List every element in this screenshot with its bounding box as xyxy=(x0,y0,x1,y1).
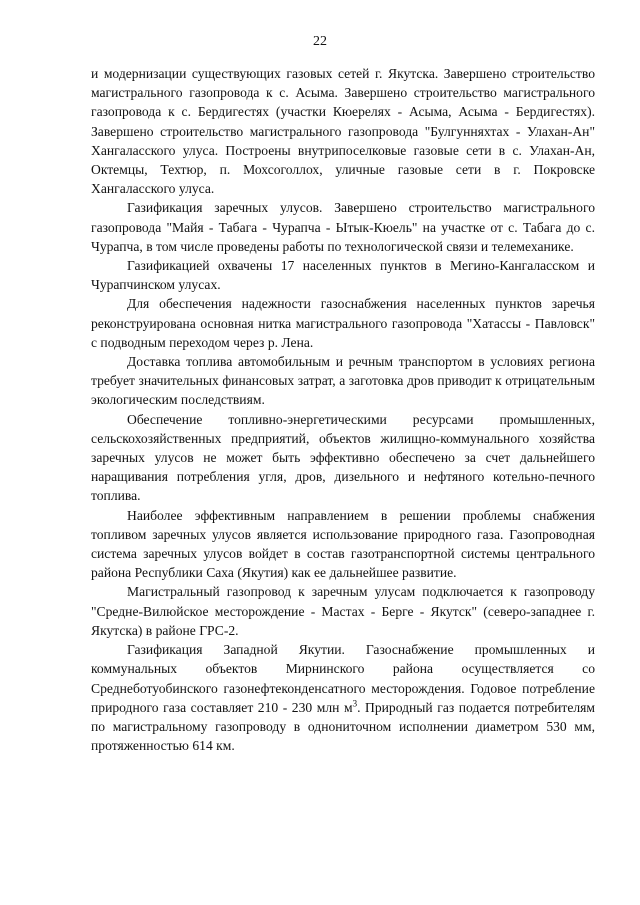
superscript-cubic: 3 xyxy=(352,698,358,709)
paragraph: Наиболее эффективным направлением в решении проблемы снабжения топливом заречных улусов является использование природного газа. Газопроводная система заречных улусов войдет в состав газотранспортной системы центрального района Республики Саха (Якутия) как ее дальнейшее развитие. xyxy=(91,507,595,581)
paragraph: Газификация заречных улусов. Завершено строительство магистрального газопровода "Майя - Табага - Чурапча - Ытык-Кюель" на участке от с. Табага до с. Чурапча, в том числе проведены работы по технологической связи и телемеханике. xyxy=(91,200,595,254)
paragraph: Для обеспечения надежности газоснабжения населенных пунктов заречья реконструирована основная нитка магистрального газопровода "Хатассы - Павловск" с подводным переходом через р. Лена. xyxy=(91,296,595,350)
paragraph: Обеспечение топливно-энергетическими ресурсами промышленных, сельскохозяйственных предприятий, объектов жилищно-коммунального хозяйства заречных улусов не может быть эффективно обеспечено за счет дальнейшего наращивания потребления угля, дров, дизельного и нефтяного котельно-печного топлива. xyxy=(91,411,595,504)
document-body xyxy=(91,64,595,755)
paragraph-western-yakutia xyxy=(91,640,595,755)
paragraph-text-continued: . Природный газ подается потребителям по магистральному газопроводу в однониточном исполнении диаметром 530 мм, протяженностью 614 км. xyxy=(91,699,595,754)
paragraph: Газификацией охвачены 17 населенных пунктов в Мегино-Кангаласском и Чурапчинском улусах. xyxy=(91,258,595,293)
page-number: 22 xyxy=(313,34,327,49)
paragraph: Доставка топлива автомобильным и речным транспортом в условиях региона требует значительных финансовых затрат, а заготовка дров приводит к отрицательным экологическим последствиям. xyxy=(91,354,595,408)
paragraph: и модернизации существующих газовых сетей г. Якутска. Завершено строительство магистрального газопровода к с. Асыма. Завершено строительство магистрального газопровода к с. Бердигестях (участки Кюерелях - Асыма, Асыма - Бердигестях). Завершено строительство магистрального газопровода "Булгунняхтах - Улахан-Ан" Хангаласского улуса. Построены внутрипоселковые газовые сети в с. Улахан-Ан, Октемцы, Техтюр, п. Мохсоголлох, уличные газовые сети в г. Покровске Хангаласского улуса. xyxy=(91,66,595,197)
paragraph: Магистральный газопровод к заречным улусам подключается к газопроводу "Средне-Вилюйское месторождение - Мастах - Берге - Якутск" (северо-западнее г. Якутска) в районе ГРС-2. xyxy=(91,584,595,638)
paragraph-text: Газификация Западной Якутии. Газоснабжение промышленных и коммунальных объектов Мирнинского района осуществляется со Среднеботуобинского газонефтеконденсатного месторождения. Годовое потребление природного газа составляет 210 - 230 млн м xyxy=(91,642,595,715)
